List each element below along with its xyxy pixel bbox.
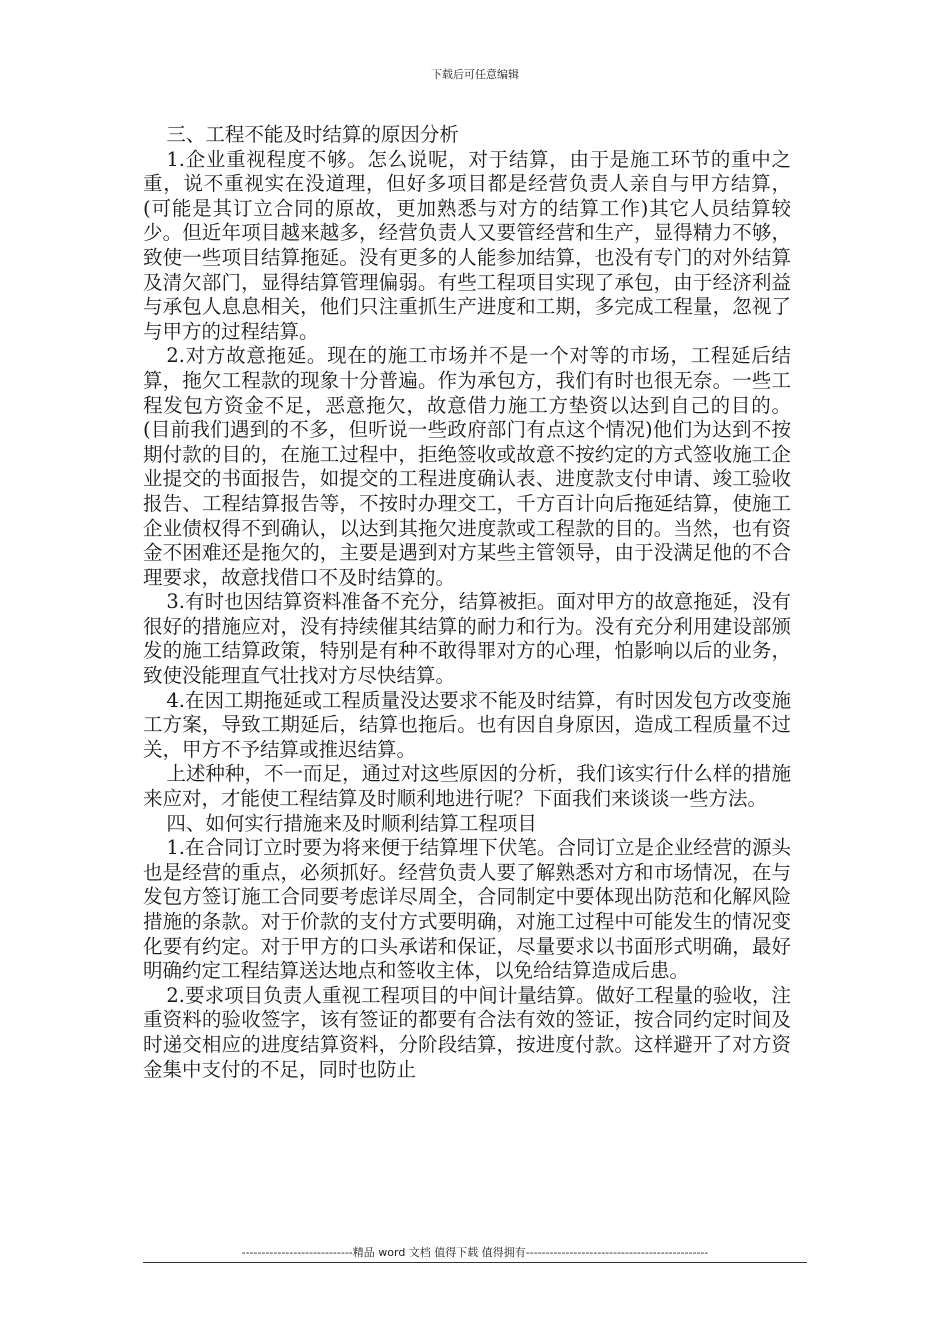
section-heading: 四、如何实行措施来及时顺利结算工程项目 [166, 811, 537, 835]
footer-rule [143, 1262, 807, 1263]
page-footer: ----------------------------精品 word 文档 值得下载 值得拥有---------------------------------------------- [241, 1246, 709, 1259]
paragraph: 3.有时也因结算资料准备不充分，结算被拒。面对甲方的故意拖延，没有很好的措施应对，没有持续催其结算的耐力和行为。没有充分利用建设部颁发的施工结算政策，特别是有种不敢得罪对方的心理，怕影响以后的业务，致使没能理直气壮找对方尽快结算。 [143, 590, 791, 688]
paragraph: 2.要求项目负责人重视工程项目的中间计量结算。做好工程量的验收，注重资料的验收签字，该有签证的都要有合法有效的签证，按合同约定时间及时递交相应的进度结算资料，分阶段结算，按进度付款。这样避开了对方资金集中支付的不足，同时也防止 [143, 983, 791, 1081]
page-header: 下载后可任意编辑 [431, 68, 519, 81]
paragraph: 2.对方故意拖延。现在的施工市场并不是一个对等的市场，工程延后结算，拖欠工程款的现象十分普遍。作为承包方，我们有时也很无奈。一些工程发包方资金不足，恶意拖欠，故意借力施工方垫资以达到自己的目的。(目前我们遇到的不多，但听说一些政府部门有点这个情况)他们为达到不按期付款的目的，在施工过程中，拒绝签收或故意不按约定的方式签收施工企业提交的书面报告，如提交的工程进度确认表、进度款支付申请、竣工验收报告、工程结算报告等，不按时办理交工，千方百计向后拖延结算，使施工企业债权得不到确认，以达到其拖欠进度款或工程款的目的。当然，也有资金不困难还是拖欠的，主要是遇到对方某些主管领导，由于没满足他的不合理要求，故意找借口不及时结算的。 [143, 344, 791, 589]
paragraph: 1.在合同订立时要为将来便于结算埋下伏笔。合同订立是企业经营的源头也是经营的重点，必须抓好。经营负责人要了解熟悉对方和市场情况，在与发包方签订施工合同要考虑详尽周全，合同制定中要体现出防范和化解风险措施的条款。对于价款的支付方式要明确，对施工过程中可能发生的情况变化要有约定。对于甲方的口头承诺和保证，尽量要求以书面形式明确，最好明确约定工程结算送达地点和签收主体，以免给结算造成后患。 [143, 836, 791, 983]
paragraph: 上述种种，不一而足，通过对这些原因的分析，我们该实行什么样的措施来应对，才能使工程结算及时顺利地进行呢？下面我们来谈谈一些方法。 [143, 762, 791, 811]
section-heading: 三、工程不能及时结算的原因分析 [166, 123, 459, 146]
paragraph: 4.在因工期拖延或工程质量没达要求不能及时结算，有时因发包方改变施工方案，导致工期延后，结算也拖后。也有因自身原因，造成工程质量不过关，甲方不予结算或推迟结算。 [143, 688, 791, 761]
document-body [143, 123, 791, 1082]
paragraph: 1.企业重视程度不够。怎么说呢，对于结算，由于是施工环节的重中之重，说不重视实在没道理，但好多项目都是经营负责人亲自与甲方结算，(可能是其订立合同的原故，更加熟悉与对方的结算工作)其它人员结算较少。但近年项目越来越多，经营负责人又要管经营和生产，显得精力不够，致使一些项目结算拖延。没有更多的人能参加结算，也没有专门的对外结算及清欠部门，显得结算管理偏弱。有些工程项目实现了承包，由于经济利益与承包人息息相关，他们只注重抓生产进度和工期，多完成工程量，忽视了与甲方的过程结算。 [143, 147, 791, 343]
